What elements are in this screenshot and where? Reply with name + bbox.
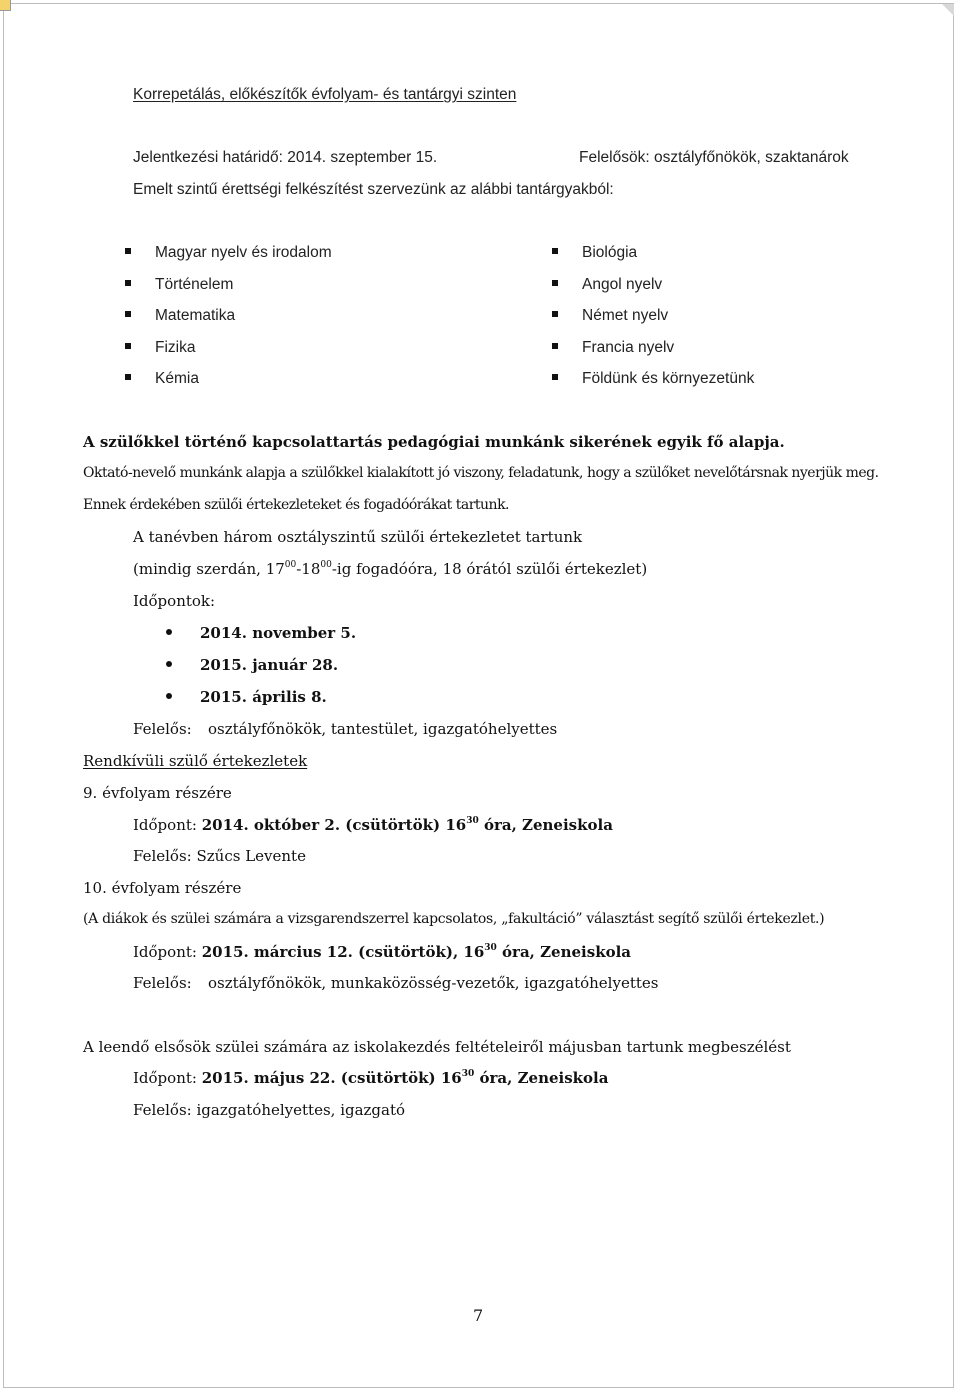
list-item: Fizika xyxy=(125,339,195,357)
square-bullet-icon xyxy=(125,311,131,317)
square-bullet-icon xyxy=(552,248,558,254)
extra-meetings-heading: Rendkívüli szülő értekezletek xyxy=(83,752,308,770)
square-bullet-icon xyxy=(552,343,558,349)
list-item: Földünk és környezetünk xyxy=(552,370,754,388)
square-bullet-icon xyxy=(125,343,131,349)
responsible-text: Felelősök: osztályfőnökök, szaktanárok xyxy=(579,149,849,166)
list-item: Magyar nyelv és irodalom xyxy=(125,244,332,262)
parents-paragraph: Oktató-nevelő munkánk alapja a szülőkkel kialakított jó viszony, feladatunk, hogy a szülőket nevelőtársnak nyerjük meg. xyxy=(83,465,879,481)
square-bullet-icon xyxy=(552,374,558,380)
meetings-text: A tanévben három osztályszintű szülői értekezletet tartunk xyxy=(133,528,583,546)
grade9-title: 9. évfolyam részére xyxy=(83,784,232,802)
list-item: 2015. április 8. xyxy=(166,688,327,706)
grade10-description: (A diákok és szülei számára a vizsgarendszerrel kapcsolatos, „fakultáció” választást segítő szülői értekezlet.) xyxy=(83,911,825,927)
grade10-responsible-label: Felelős: xyxy=(133,974,192,992)
deadline-text: Jelentkezési határidő: 2014. szeptember 15. xyxy=(133,149,438,166)
parents-paragraph: Ennek érdekében szülői értekezleteket és fogadóórákat tartunk. xyxy=(83,497,510,513)
square-bullet-icon xyxy=(125,280,131,286)
list-item: Történelem xyxy=(125,276,233,294)
parents-heading: A szülőkkel történő kapcsolattartás pedagógiai munkánk sikerének egyik fő alapja. xyxy=(83,433,785,451)
round-bullet-icon xyxy=(166,629,172,635)
section-heading: Korrepetálás, előkészítők évfolyam- és tantárgyi szinten xyxy=(133,86,517,103)
grade10-time: Időpont: 2015. március 12. (csütörtök), $16^{30}$ óra, Zeneiskola xyxy=(133,943,632,961)
list-item: Francia nyelv xyxy=(552,339,674,357)
page-fold-icon xyxy=(942,4,954,16)
list-item: Biológia xyxy=(552,244,637,262)
freshmen-time: Időpont: 2015. május 22. (csütörtök) $16^{30}$ óra, Zeneiskola xyxy=(133,1069,609,1087)
freshmen-responsible: Felelős: igazgatóhelyettes, igazgató xyxy=(133,1101,406,1119)
dates-label: Időpontok: xyxy=(133,592,216,610)
grade10-title: 10. évfolyam részére xyxy=(83,879,242,897)
grade9-time: Időpont: 2014. október 2. (csütörtök) $16^{30}$ óra, Zeneiskola xyxy=(133,816,613,834)
square-bullet-icon xyxy=(552,280,558,286)
list-item: Matematika xyxy=(125,307,235,325)
square-bullet-icon xyxy=(125,374,131,380)
page-number: 7 xyxy=(473,1306,484,1325)
grade10-responsible-value: osztályfőnökök, munkaközösség-vezetők, igazgatóhelyettes xyxy=(208,974,659,992)
responsible-label: Felelős: xyxy=(133,720,192,738)
grade9-responsible: Felelős: Szűcs Levente xyxy=(133,847,306,865)
list-item: Német nyelv xyxy=(552,307,668,325)
round-bullet-icon xyxy=(166,693,172,699)
round-bullet-icon xyxy=(166,661,172,667)
square-bullet-icon xyxy=(125,248,131,254)
freshmen-text: A leendő elsősök szülei számára az iskolakezdés feltételeiről májusban tartunk megbeszélést xyxy=(83,1038,791,1056)
responsible-value: osztályfőnökök, tantestület, igazgatóhelyettes xyxy=(208,720,558,738)
square-bullet-icon xyxy=(552,311,558,317)
page-frame xyxy=(3,3,954,1388)
list-item: 2014. november 5. xyxy=(166,624,356,642)
schedule-text: (mindig szerdán, $17^{00}-18^{00}-ig$ fogadóóra, 18 órától szülői értekezlet) xyxy=(133,560,648,578)
corner-marker xyxy=(0,0,11,11)
list-item: Angol nyelv xyxy=(552,276,662,294)
list-item: Kémia xyxy=(125,370,199,388)
list-item: 2015. január 28. xyxy=(166,656,338,674)
intro-text: Emelt szintű érettségi felkészítést szervezünk az alábbi tantárgyakból: xyxy=(133,181,614,198)
